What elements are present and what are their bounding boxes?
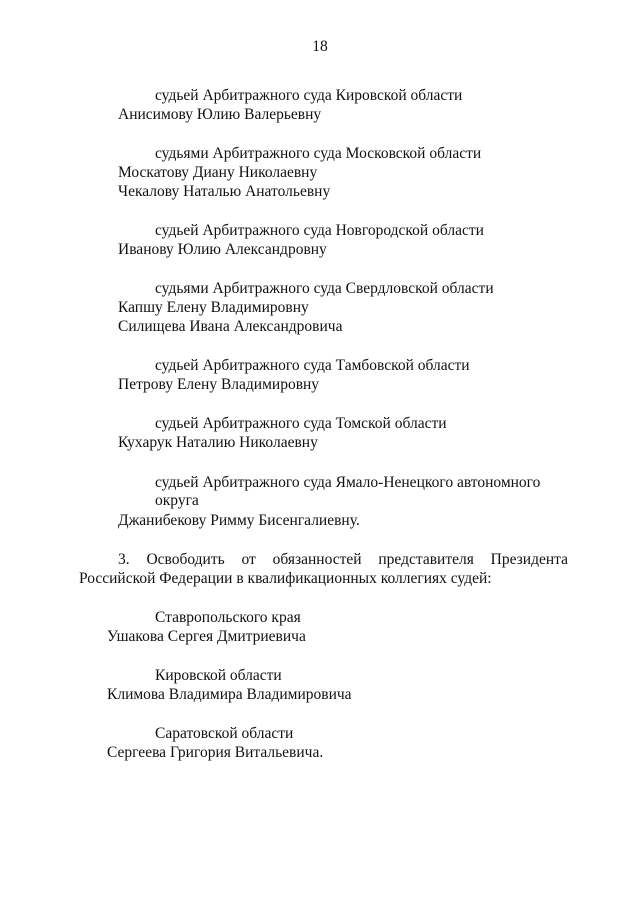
appointment-heading: судьей Арбитражного суда Ямало-Ненецкого автономного (155, 474, 541, 491)
appointee-name: Капшу Елену Владимировну (118, 299, 309, 316)
appointee-name: Силищева Ивана Александровича (118, 318, 343, 335)
clause-3-line-2: Российской Федерации в квалификационных коллегиях судей: (79, 570, 492, 587)
page-number: 18 (312, 38, 328, 55)
appointment-heading: судьями Арбитражного суда Свердловской области (155, 280, 494, 297)
release-region: Ставропольского края (155, 609, 301, 626)
released-name: Климова Владимира Владимировича (107, 686, 352, 703)
appointee-name: Анисимову Юлию Валерьевну (118, 106, 322, 123)
appointment-heading: судьей Арбитражного суда Новгородской области (155, 222, 484, 239)
appointment-heading: судьей Арбитражного суда Кировской области (155, 87, 463, 104)
appointment-heading: судьями Арбитражного суда Московской области (155, 145, 482, 162)
appointee-name: Чекалову Наталью Анатольевну (118, 183, 331, 200)
appointee-name: Петрову Елену Владимировну (118, 376, 320, 393)
appointee-name: Кухарук Наталию Николаевну (118, 434, 318, 451)
appointee-name: Иванову Юлию Александровну (118, 241, 327, 258)
clause-3-line-1: 3. Освободить от обязанностей представителя Президента (118, 551, 568, 568)
appointment-heading: судьей Арбитражного суда Тамбовской области (155, 357, 470, 374)
released-name: Ушакова Сергея Дмитриевича (107, 628, 306, 645)
appointment-heading-continued: округа (155, 492, 199, 509)
appointment-heading: судьей Арбитражного суда Томской области (155, 415, 447, 432)
released-name: Сергеева Григория Витальевича. (107, 744, 324, 761)
release-region: Саратовской области (155, 725, 294, 742)
release-region: Кировской области (155, 667, 282, 684)
appointee-name: Джанибекову Римму Бисенгалиевну. (118, 512, 360, 529)
appointee-name: Москатову Диану Николаевну (118, 164, 318, 181)
